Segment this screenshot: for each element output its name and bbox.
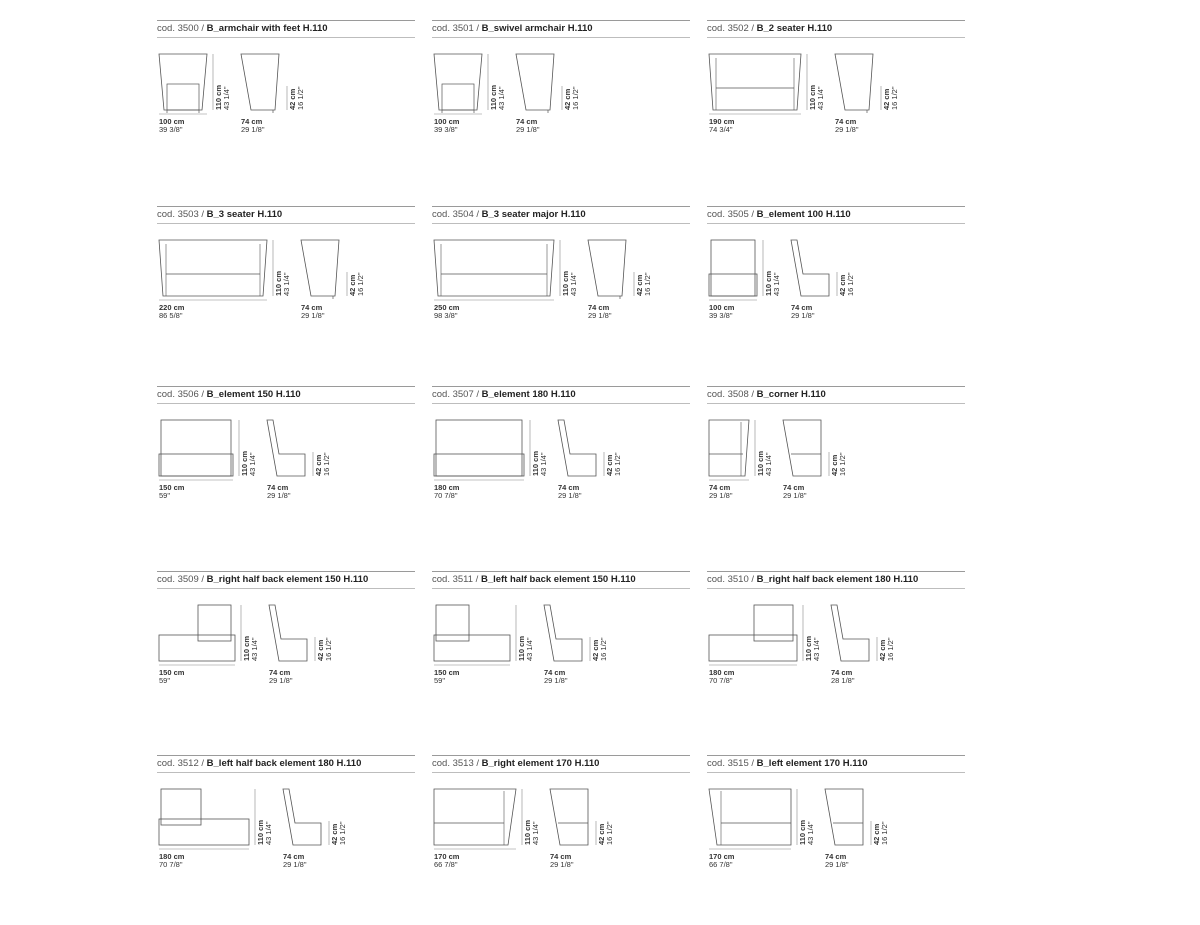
seat-height-in: 16 1/2"	[605, 821, 614, 845]
height-in: 43 1/4"	[569, 272, 578, 296]
title-separator: /	[473, 389, 482, 400]
title-separator: /	[473, 574, 481, 585]
front-width-in: 86 5/8"	[159, 311, 183, 320]
height-cm: 110 cm	[242, 635, 251, 661]
side-depth-in: 29 1/8"	[835, 125, 859, 134]
product-drawing	[432, 755, 690, 925]
product-item	[707, 386, 965, 556]
height-cm: 110 cm	[214, 84, 223, 110]
product-item	[157, 571, 415, 741]
side-depth-in: 29 1/8"	[269, 676, 293, 685]
product-name: B_right element 170 H.110	[481, 758, 600, 769]
title-separator: /	[473, 209, 482, 220]
product-name: B_element 100 H.110	[756, 209, 851, 220]
side-view	[825, 789, 863, 845]
product-item	[432, 755, 690, 925]
front-view	[709, 240, 757, 296]
title-separator: /	[198, 23, 207, 34]
product-code: cod. 3503	[157, 209, 199, 220]
front-view	[159, 789, 249, 845]
side-depth-in: 29 1/8"	[241, 125, 265, 134]
product-name: B_left element 170 H.110	[756, 758, 868, 769]
product-item	[432, 571, 690, 741]
front-view	[159, 420, 233, 476]
side-view	[791, 240, 829, 296]
side-view	[550, 789, 588, 845]
product-name: B_element 150 H.110	[206, 389, 301, 400]
side-view	[544, 605, 582, 661]
front-width-in: 39 3/8"	[434, 125, 458, 134]
title-separator: /	[748, 574, 757, 585]
title-separator: /	[198, 758, 207, 769]
product-name: B_corner H.110	[756, 389, 826, 400]
product-drawing	[432, 386, 690, 556]
seat-height-cm: 42 cm	[878, 639, 887, 661]
height-in: 43 1/4"	[816, 86, 825, 110]
product-name: B_2 seater H.110	[756, 23, 833, 34]
height-in: 43 1/4"	[525, 637, 534, 661]
product-code: cod. 3509	[157, 574, 199, 585]
product-name: B_armchair with feet H.110	[206, 23, 328, 34]
height-cm: 110 cm	[756, 450, 765, 476]
side-view	[516, 54, 554, 113]
seat-height-in: 16 1/2"	[838, 452, 847, 476]
height-in: 43 1/4"	[222, 86, 231, 110]
title-separator: /	[473, 23, 482, 34]
product-code: cod. 3508	[707, 389, 749, 400]
product-code: cod. 3504	[432, 209, 474, 220]
product-name: B_left half back element 180 H.110	[206, 758, 362, 769]
front-width-cm: 150 cm	[434, 668, 460, 677]
seat-height-in: 16 1/2"	[643, 272, 652, 296]
product-drawing	[707, 755, 965, 925]
side-depth-in: 29 1/8"	[791, 311, 815, 320]
product-code: cod. 3505	[707, 209, 749, 220]
seat-height-cm: 42 cm	[838, 274, 847, 296]
product-item	[707, 20, 965, 190]
seat-height-in: 16 1/2"	[890, 86, 899, 110]
product-code: cod. 3502	[707, 23, 749, 34]
product-drawing	[157, 20, 415, 190]
front-view	[434, 54, 482, 113]
front-view	[709, 789, 791, 845]
seat-height-in: 16 1/2"	[846, 272, 855, 296]
title-separator: /	[748, 23, 757, 34]
product-item	[707, 206, 965, 376]
front-width-in: 39 3/8"	[709, 311, 733, 320]
product-code: cod. 3501	[432, 23, 474, 34]
product-code: cod. 3512	[157, 758, 199, 769]
front-width-cm: 150 cm	[159, 483, 185, 492]
side-view	[283, 789, 321, 845]
seat-height-in: 16 1/2"	[571, 86, 580, 110]
front-width-in: 39 3/8"	[159, 125, 183, 134]
height-in: 43 1/4"	[264, 821, 273, 845]
product-drawing	[157, 206, 415, 376]
front-view	[434, 420, 524, 476]
product-name: B_3 seater major H.110	[481, 209, 586, 220]
title-separator: /	[198, 209, 207, 220]
front-width-cm: 190 cm	[709, 117, 735, 126]
side-depth-cm: 74 cm	[269, 668, 291, 677]
title-separator: /	[748, 209, 757, 220]
side-depth-in: 29 1/8"	[550, 860, 574, 869]
front-width-cm: 180 cm	[709, 668, 735, 677]
seat-height-cm: 42 cm	[597, 823, 606, 845]
side-depth-in: 29 1/8"	[301, 311, 325, 320]
front-view	[159, 240, 267, 296]
product-code: cod. 3507	[432, 389, 474, 400]
height-cm: 110 cm	[561, 270, 570, 296]
front-width-in: 70 7/8"	[159, 860, 183, 869]
side-view	[831, 605, 869, 661]
front-width-in: 59"	[159, 491, 171, 500]
height-cm: 110 cm	[240, 450, 249, 476]
height-in: 43 1/4"	[248, 452, 257, 476]
product-code: cod. 3515	[707, 758, 749, 769]
product-name: B_element 180 H.110	[481, 389, 576, 400]
side-depth-in: 29 1/8"	[283, 860, 307, 869]
seat-height-in: 16 1/2"	[338, 821, 347, 845]
height-cm: 110 cm	[489, 84, 498, 110]
front-view	[159, 605, 235, 661]
title-separator: /	[748, 389, 757, 400]
height-cm: 110 cm	[808, 84, 817, 110]
front-view	[159, 54, 207, 113]
front-width-in: 66 7/8"	[434, 860, 458, 869]
front-view	[434, 789, 516, 845]
seat-height-in: 16 1/2"	[322, 452, 331, 476]
seat-height-in: 16 1/2"	[613, 452, 622, 476]
height-cm: 110 cm	[517, 635, 526, 661]
product-code: cod. 3511	[432, 574, 474, 585]
product-drawing	[707, 386, 965, 556]
side-depth-in: 29 1/8"	[558, 491, 582, 500]
height-cm: 110 cm	[256, 819, 265, 845]
front-width-in: 98 3/8"	[434, 311, 458, 320]
seat-height-cm: 42 cm	[882, 88, 891, 110]
product-item	[157, 386, 415, 556]
seat-height-in: 16 1/2"	[886, 637, 895, 661]
height-cm: 110 cm	[523, 819, 532, 845]
front-width-in: 59"	[434, 676, 446, 685]
front-view	[709, 605, 797, 661]
side-depth-in: 29 1/8"	[516, 125, 540, 134]
height-in: 43 1/4"	[539, 452, 548, 476]
height-in: 43 1/4"	[497, 86, 506, 110]
side-depth-cm: 74 cm	[301, 303, 323, 312]
seat-height-cm: 42 cm	[563, 88, 572, 110]
front-view	[709, 54, 801, 110]
side-depth-cm: 74 cm	[791, 303, 813, 312]
title-separator: /	[198, 574, 207, 585]
seat-height-in: 16 1/2"	[324, 637, 333, 661]
seat-height-cm: 42 cm	[316, 639, 325, 661]
seat-height-cm: 42 cm	[635, 274, 644, 296]
seat-height-in: 16 1/2"	[296, 86, 305, 110]
seat-height-cm: 42 cm	[830, 454, 839, 476]
side-depth-in: 29 1/8"	[544, 676, 568, 685]
height-cm: 110 cm	[764, 270, 773, 296]
seat-height-cm: 42 cm	[330, 823, 339, 845]
front-view	[434, 605, 510, 661]
side-view	[269, 605, 307, 661]
seat-height-cm: 42 cm	[605, 454, 614, 476]
front-width-cm: 250 cm	[434, 303, 460, 312]
product-drawing	[432, 206, 690, 376]
seat-height-in: 16 1/2"	[880, 821, 889, 845]
product-item	[432, 386, 690, 556]
product-name: B_right half back element 180 H.110	[756, 574, 919, 585]
height-in: 43 1/4"	[282, 272, 291, 296]
product-drawing	[707, 206, 965, 376]
product-drawing	[432, 571, 690, 741]
product-item	[432, 20, 690, 190]
height-in: 43 1/4"	[531, 821, 540, 845]
front-width-cm: 74 cm	[709, 483, 731, 492]
side-depth-cm: 74 cm	[783, 483, 805, 492]
side-depth-in: 29 1/8"	[267, 491, 291, 500]
product-item	[707, 571, 965, 741]
title-separator: /	[473, 758, 482, 769]
side-view	[301, 240, 339, 299]
title-separator: /	[198, 389, 207, 400]
height-cm: 110 cm	[798, 819, 807, 845]
product-name: B_swivel armchair H.110	[481, 23, 593, 34]
side-view	[783, 420, 821, 476]
front-width-in: 70 7/8"	[709, 676, 733, 685]
side-depth-cm: 74 cm	[588, 303, 610, 312]
front-width-cm: 170 cm	[709, 852, 735, 861]
product-drawing	[157, 571, 415, 741]
height-cm: 110 cm	[804, 635, 813, 661]
product-code: cod. 3510	[707, 574, 749, 585]
side-view	[588, 240, 626, 299]
front-width-in: 70 7/8"	[434, 491, 458, 500]
product-drawing	[707, 20, 965, 190]
side-depth-cm: 74 cm	[558, 483, 580, 492]
front-width-in: 74 3/4"	[709, 125, 733, 134]
seat-height-cm: 42 cm	[314, 454, 323, 476]
height-in: 43 1/4"	[250, 637, 259, 661]
height-in: 43 1/4"	[772, 272, 781, 296]
front-width-cm: 150 cm	[159, 668, 185, 677]
side-depth-cm: 74 cm	[516, 117, 538, 126]
front-width-cm: 180 cm	[434, 483, 460, 492]
front-view	[434, 240, 554, 296]
front-width-in: 29 1/8"	[709, 491, 733, 500]
front-width-cm: 100 cm	[709, 303, 735, 312]
front-width-in: 66 7/8"	[709, 860, 733, 869]
height-cm: 110 cm	[531, 450, 540, 476]
product-drawing	[157, 386, 415, 556]
side-depth-cm: 74 cm	[550, 852, 572, 861]
side-depth-in: 29 1/8"	[588, 311, 612, 320]
side-depth-cm: 74 cm	[825, 852, 847, 861]
product-code: cod. 3500	[157, 23, 199, 34]
product-drawing	[707, 571, 965, 741]
product-name: B_right half back element 150 H.110	[206, 574, 369, 585]
side-depth-in: 28 1/8"	[831, 676, 855, 685]
side-depth-cm: 74 cm	[835, 117, 857, 126]
product-name: B_left half back element 150 H.110	[480, 574, 636, 585]
front-width-cm: 170 cm	[434, 852, 460, 861]
product-name: B_3 seater H.110	[206, 209, 283, 220]
front-width-cm: 180 cm	[159, 852, 185, 861]
side-view	[835, 54, 873, 113]
height-cm: 110 cm	[274, 270, 283, 296]
front-width-cm: 100 cm	[159, 117, 185, 126]
seat-height-in: 16 1/2"	[599, 637, 608, 661]
height-in: 43 1/4"	[812, 637, 821, 661]
product-drawing	[157, 755, 415, 925]
product-item	[157, 755, 415, 925]
front-width-in: 59"	[159, 676, 171, 685]
front-width-cm: 100 cm	[434, 117, 460, 126]
product-code: cod. 3506	[157, 389, 199, 400]
front-width-cm: 220 cm	[159, 303, 185, 312]
seat-height-cm: 42 cm	[591, 639, 600, 661]
product-item	[432, 206, 690, 376]
side-view	[558, 420, 596, 476]
side-depth-in: 29 1/8"	[783, 491, 807, 500]
height-in: 43 1/4"	[764, 452, 773, 476]
side-view	[267, 420, 305, 476]
product-drawing	[432, 20, 690, 190]
product-item	[157, 206, 415, 376]
side-view	[241, 54, 279, 113]
seat-height-cm: 42 cm	[872, 823, 881, 845]
side-depth-cm: 74 cm	[241, 117, 263, 126]
seat-height-cm: 42 cm	[288, 88, 297, 110]
side-depth-cm: 74 cm	[831, 668, 853, 677]
seat-height-in: 16 1/2"	[356, 272, 365, 296]
front-view	[709, 420, 749, 476]
product-item	[707, 755, 965, 925]
product-code: cod. 3513	[432, 758, 474, 769]
side-depth-cm: 74 cm	[544, 668, 566, 677]
product-item	[157, 20, 415, 190]
side-depth-in: 29 1/8"	[825, 860, 849, 869]
side-depth-cm: 74 cm	[267, 483, 289, 492]
height-in: 43 1/4"	[806, 821, 815, 845]
side-depth-cm: 74 cm	[283, 852, 305, 861]
title-separator: /	[748, 758, 757, 769]
seat-height-cm: 42 cm	[348, 274, 357, 296]
